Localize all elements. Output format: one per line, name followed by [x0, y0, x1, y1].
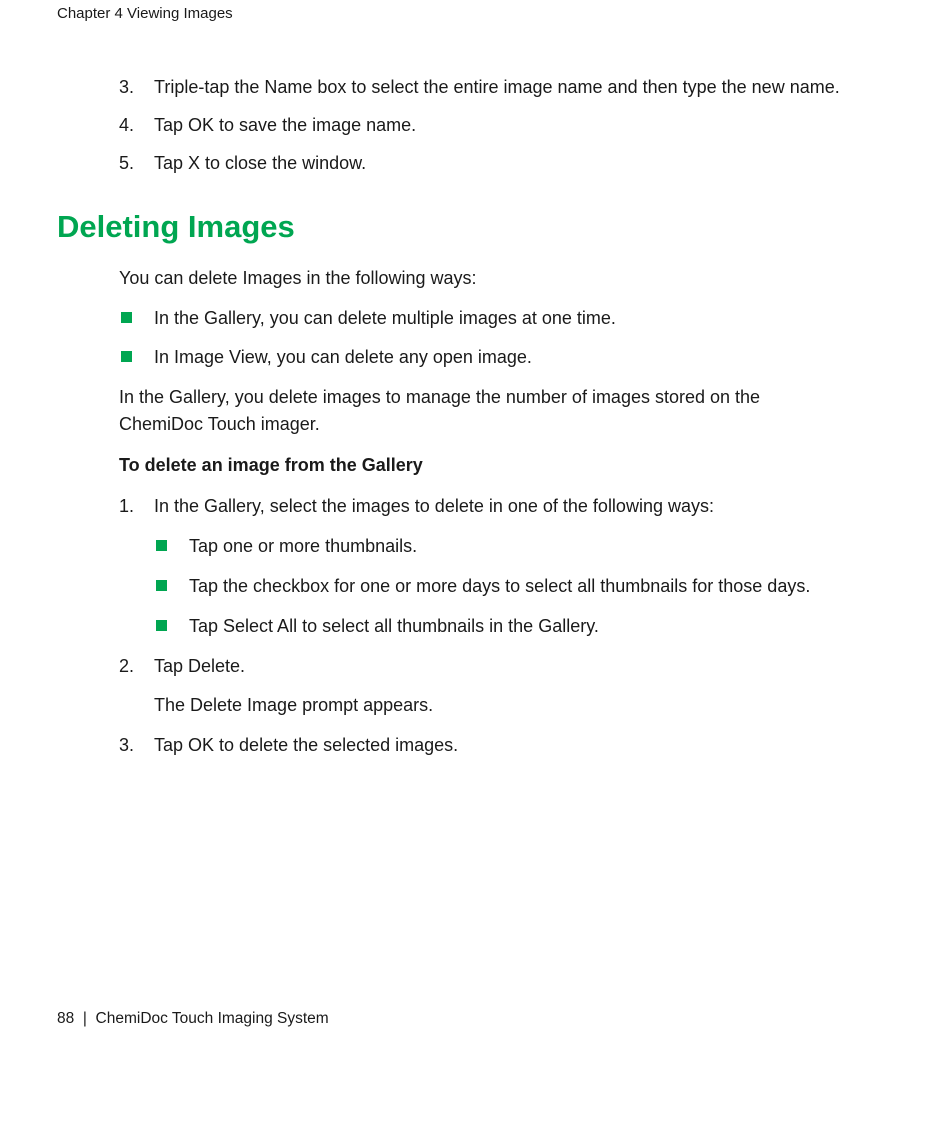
sub-bullet-text: Tap Select All to select all thumbnails in the Gallery. [189, 616, 599, 636]
bullet-text: In the Gallery, you can delete multiple images at one time. [154, 308, 616, 328]
bullet-square-icon [156, 620, 167, 631]
procedure-title: To delete an image from the Gallery [119, 455, 423, 475]
running-header: Chapter 4 Viewing Images [57, 5, 233, 22]
step-number: 4. [119, 115, 135, 135]
step-text: Tap OK to save the image name. [154, 115, 417, 135]
step-text: In the Gallery, select the images to delete in one of the following ways: [154, 496, 714, 516]
step-number: 3. [119, 735, 135, 755]
step-number: 3. [119, 77, 135, 97]
section-title: Deleting Images [57, 209, 295, 244]
page-footer [57, 1010, 329, 1028]
bullet-text: In Image View, you can delete any open image. [154, 347, 532, 367]
bullet-square-icon [121, 312, 132, 323]
sub-bullet-text: Tap one or more thumbnails. [189, 536, 418, 556]
section-intro: You can delete Images in the following ways: [119, 268, 477, 288]
bullet-square-icon [121, 351, 132, 362]
sub-bullet-text: Tap the checkbox for one or more days to select all thumbnails for those days. [189, 576, 811, 596]
step-text: Tap X to close the window. [154, 153, 367, 173]
bullet-square-icon [156, 580, 167, 591]
step-text: Tap Delete. [154, 656, 246, 676]
section-paragraph: In the Gallery, you delete images to manage the number of images stored on the ChemiDoc Touch imager. [119, 387, 761, 434]
step-result: The Delete Image prompt appears. [154, 695, 434, 715]
step-text: Triple-tap the Name box to select the entire image name and then type the new name. [154, 77, 840, 97]
bullet-square-icon [156, 540, 167, 551]
page-number: 88 [57, 1010, 75, 1027]
footer-separator: | [82, 1010, 87, 1027]
step-text: Tap OK to delete the selected images. [154, 735, 459, 755]
step-number: 2. [119, 656, 135, 676]
step-number: 1. [119, 496, 135, 516]
footer-doc-title: ChemiDoc Touch Imaging System [95, 1010, 329, 1027]
step-number: 5. [119, 153, 135, 173]
